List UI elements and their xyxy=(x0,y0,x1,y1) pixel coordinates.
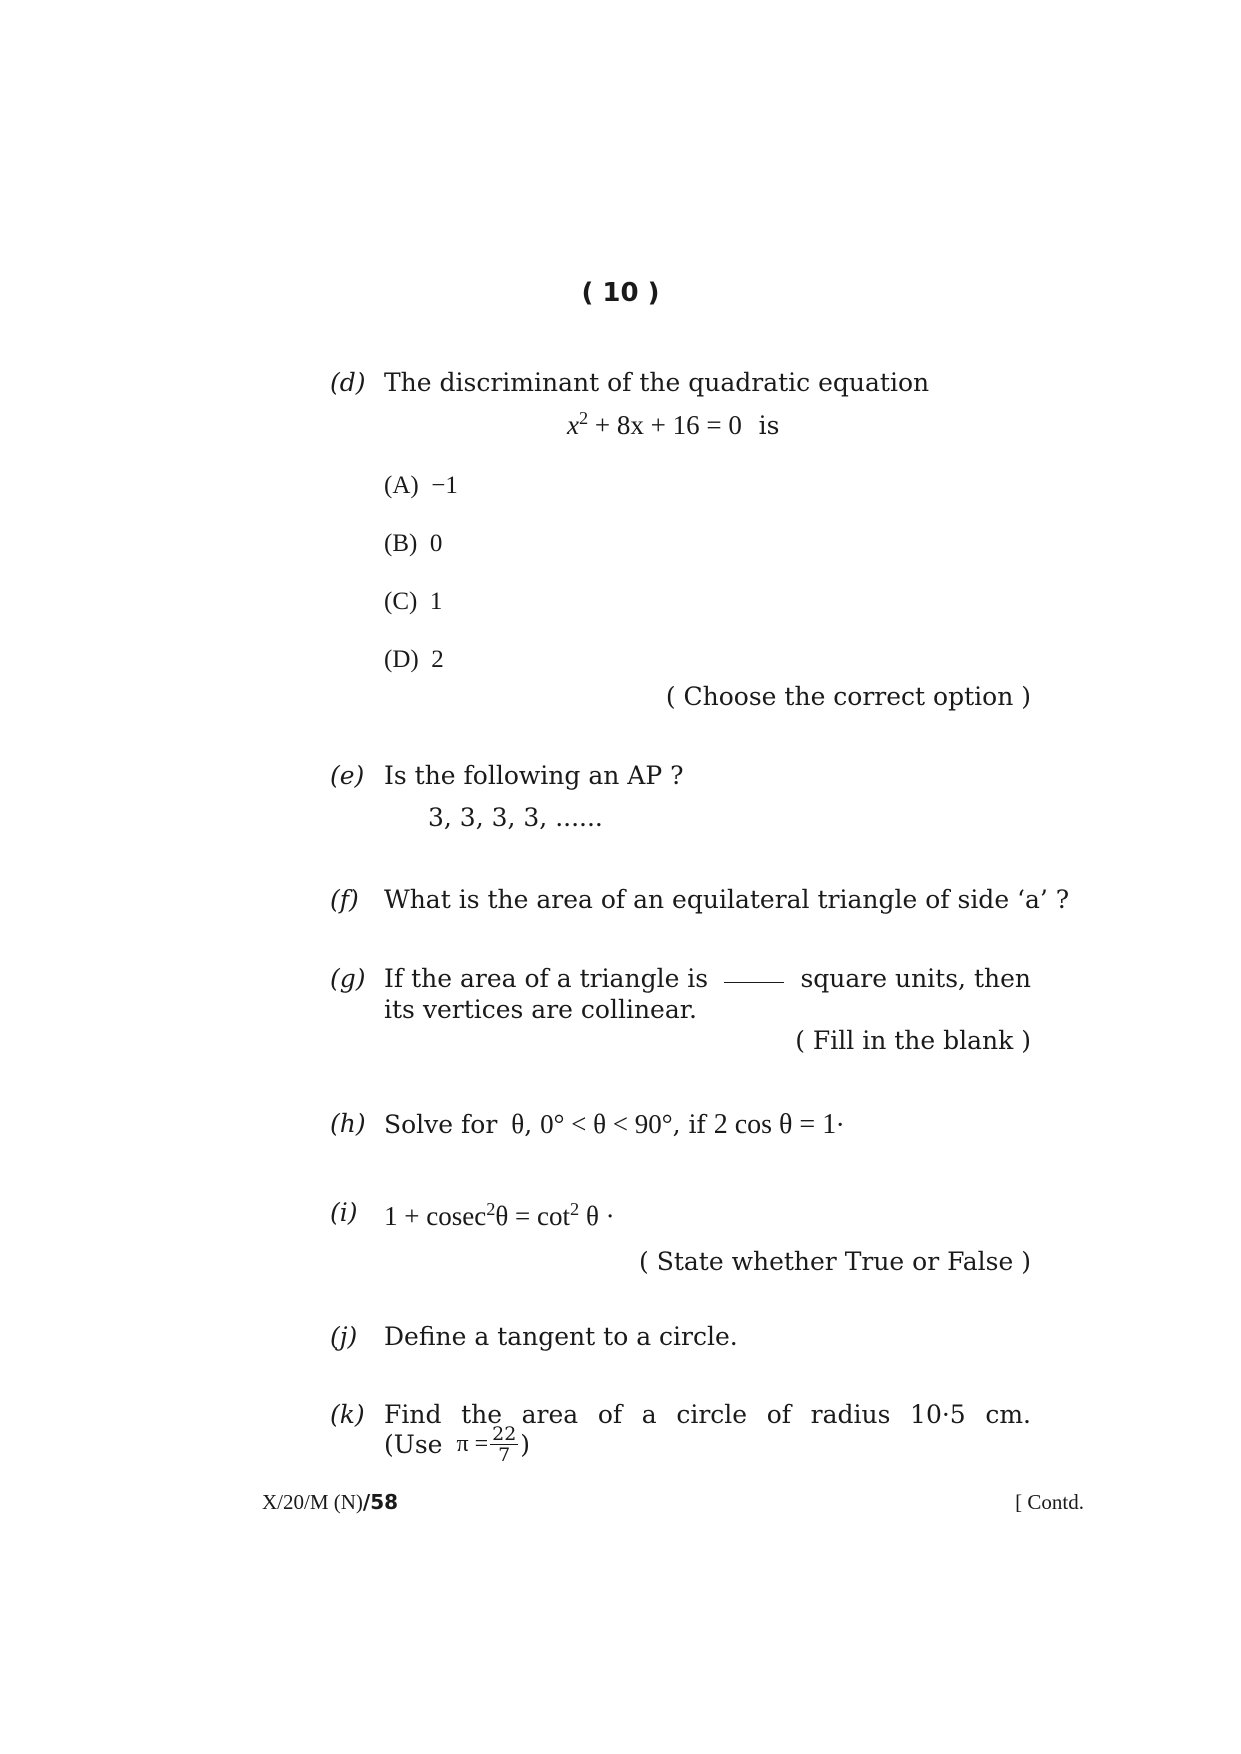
question-d-label: (d) xyxy=(330,368,366,397)
question-k-label: (k) xyxy=(330,1400,365,1429)
question-e-sequence: 3, 3, 3, 3, ...... xyxy=(428,803,603,832)
fill-blank xyxy=(724,964,784,983)
question-i-instruction: ( State whether True or False ) xyxy=(639,1247,1031,1276)
question-i-equation: $1 + cosec^2\theta = \cot^2 \theta$ · xyxy=(384,1198,615,1231)
footer-contd: [ Contd. xyxy=(1015,1490,1084,1514)
option-a: (A) −1 xyxy=(384,472,458,499)
footer-code: X/20/M (N)/58 xyxy=(262,1490,399,1514)
option-d: (D) 2 xyxy=(384,646,444,673)
question-f-text: What is the area of an equilateral triangle of side ‘a’ ? xyxy=(384,885,1070,914)
question-g-line2: its vertices are collinear. xyxy=(384,995,697,1024)
question-j-label: (j) xyxy=(330,1322,358,1351)
option-b: (B) 0 xyxy=(384,530,443,557)
option-c: (C) 1 xyxy=(384,588,443,615)
question-e-text: Is the following an AP ? xyxy=(384,761,684,790)
question-i-label: (i) xyxy=(330,1198,358,1227)
pi-fraction: $\frac{22}{7}$ xyxy=(492,1423,517,1466)
question-j-text: Define a tangent to a circle. xyxy=(384,1322,738,1351)
question-f-label: (f) xyxy=(330,885,359,914)
question-d-text: The discriminant of the quadratic equation xyxy=(384,368,930,397)
question-h-text: Solve for θ, 0° < θ < 90°, if 2 cos θ = 1· xyxy=(384,1109,845,1140)
question-d-instruction: ( Choose the correct option ) xyxy=(665,682,1031,711)
question-d-equation: $x^2 + 8x + 16 = 0$ is xyxy=(567,407,780,440)
question-g-label: (g) xyxy=(330,964,366,993)
question-g-instruction: ( Fill in the blank ) xyxy=(795,1026,1031,1055)
page-number: ( 10 ) xyxy=(581,278,660,308)
question-h-label: (h) xyxy=(330,1109,366,1138)
question-g-line1: If the area of a triangle is square units, then xyxy=(384,964,1031,993)
question-e-label: (e) xyxy=(330,761,365,790)
question-k-text: Find the area of a circle of radius 10·5 cm. xyxy=(384,1400,1031,1429)
question-k-hint: (Use π = $\frac{22}{7}$ ) xyxy=(384,1423,531,1466)
